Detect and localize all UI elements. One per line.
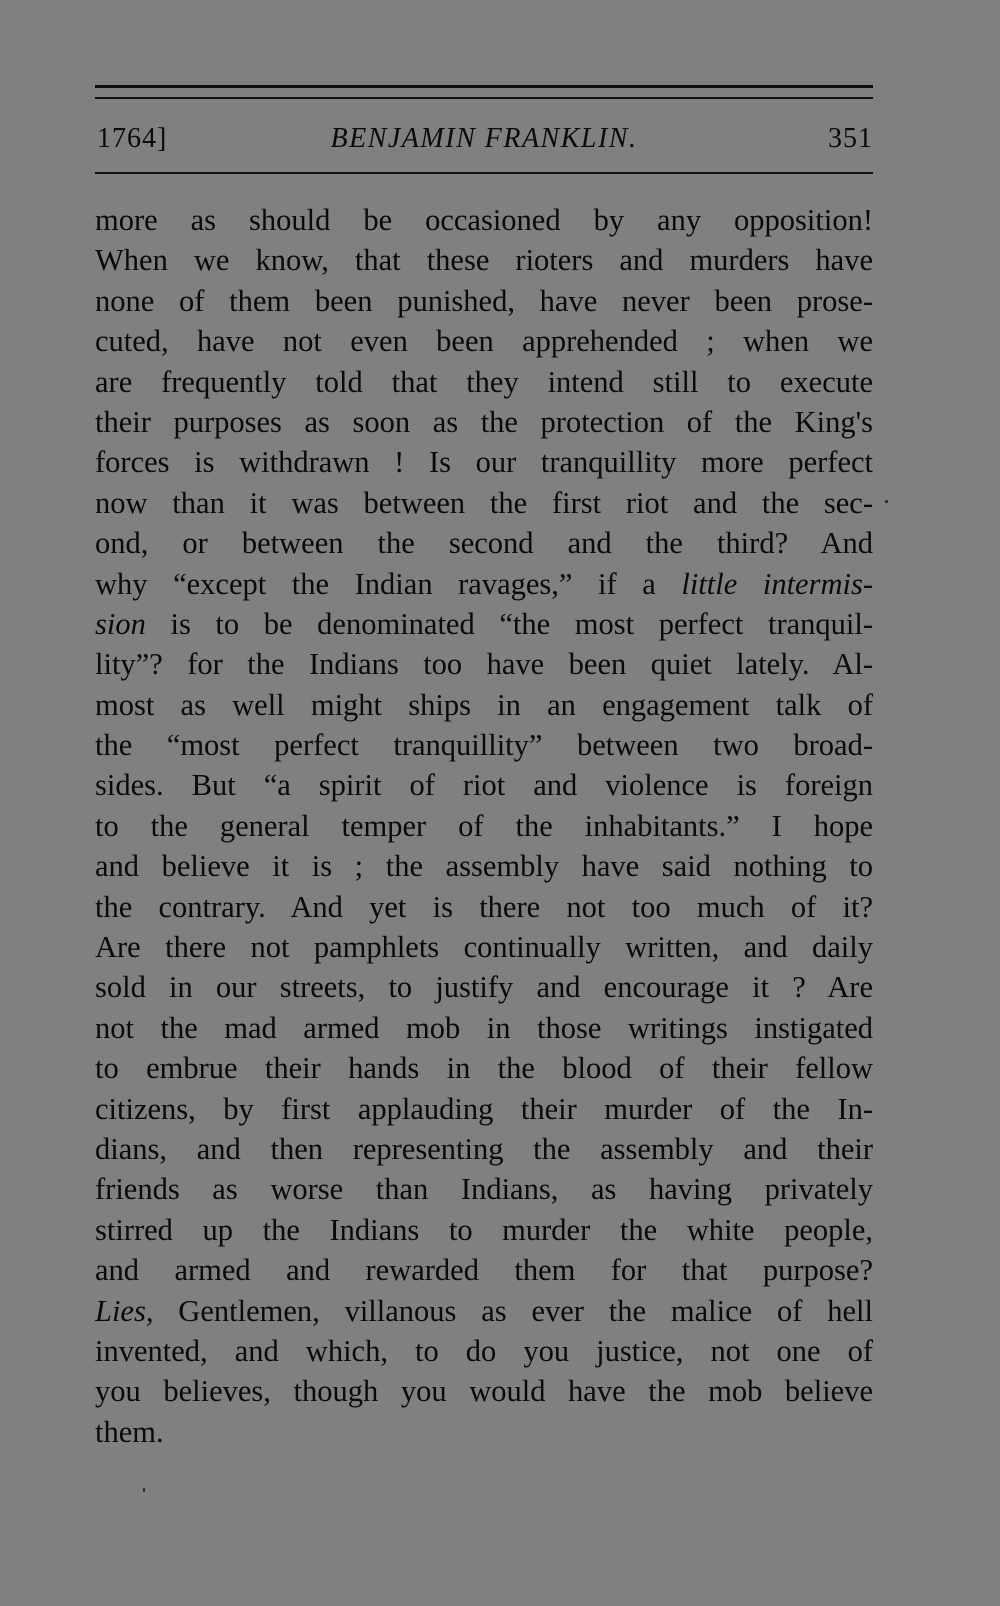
text-segment: none of them been punished, have never been prose- (95, 283, 873, 318)
text-segment: forces is withdrawn ! Is our tranquillity more perfect (95, 445, 873, 480)
text-segment: dians, and then representing the assembly and their (95, 1131, 873, 1166)
text-line (95, 604, 873, 644)
text-line (95, 1371, 873, 1411)
text-line (95, 685, 873, 725)
text-line (95, 442, 873, 482)
text-segment: are frequently told that they intend still to execute (95, 364, 873, 399)
text-segment: their purposes as soon as the protection of the King's (95, 404, 873, 439)
text-line (95, 402, 873, 442)
text-segment: to embrue their hands in the blood of their fellow (95, 1051, 873, 1086)
text-line (95, 1250, 873, 1290)
text-line (95, 523, 873, 563)
top-rule (95, 85, 873, 88)
text-segment: , Gentlemen, villanous as ever the malice of hell (145, 1293, 873, 1328)
text-segment: stirred up the Indians to murder the white people, (95, 1212, 873, 1247)
text-segment: most as well might ships in an engagement talk of (95, 687, 873, 722)
text-segment: citizens, by first applauding their murder of the In- (95, 1091, 873, 1126)
italic-segment: Lies (95, 1293, 146, 1328)
text-line (95, 200, 873, 240)
text-segment: more as should be occasioned by any opposition! (95, 203, 873, 237)
text-segment: and armed and rewarded them for that purpose? (95, 1253, 873, 1288)
italic-segment: little intermis- (681, 566, 873, 601)
text-segment: ond, or between the second and the third? And (95, 526, 873, 561)
text-line (95, 321, 873, 361)
text-line (95, 564, 873, 604)
text-line (95, 1169, 873, 1209)
text-line (95, 483, 873, 523)
text-segment: not the mad armed mob in those writings instigated (95, 1010, 873, 1045)
text-line (95, 806, 873, 846)
text-line (95, 846, 873, 886)
text-segment: and believe it is ; the assembly have said nothing to (95, 849, 873, 884)
text-segment: cuted, have not even been apprehended ; when we (95, 324, 873, 359)
text-line (95, 967, 873, 1007)
page-number: 351 (828, 123, 873, 154)
header-rule (95, 172, 873, 174)
text-line (95, 362, 873, 402)
text-line (95, 1129, 873, 1169)
text-line (95, 1089, 873, 1129)
text-segment: sides. But “a spirit of riot and violence is foreign (95, 768, 873, 803)
stray-mark (143, 1488, 145, 1492)
text-line (95, 281, 873, 321)
body-text (95, 200, 873, 1452)
text-segment: lity”? for the Indians too have been quiet lately. Al- (95, 647, 873, 682)
text-line (95, 725, 873, 765)
text-segment: When we know, that these rioters and murders have (95, 243, 873, 278)
text-line (95, 1048, 873, 1088)
text-line (95, 765, 873, 805)
text-segment: them. (95, 1414, 164, 1449)
text-segment: is to be denominated “the most perfect tranquil- (145, 606, 873, 641)
text-segment: Are there not pamphlets continually written, and daily (95, 930, 873, 965)
text-segment: friends as worse than Indians, as having privately (95, 1172, 873, 1207)
running-head-title: BENJAMIN FRANKLIN. (330, 123, 638, 154)
text-segment: now than it was between the first riot and the sec- (95, 485, 873, 520)
text-line (95, 240, 873, 280)
text-line (95, 1291, 873, 1331)
text-segment: why “except the Indian ravages,” if a (95, 566, 682, 601)
text-line (95, 927, 873, 967)
text-line (95, 1412, 873, 1452)
text-segment: the “most perfect tranquillity” between two broad- (95, 728, 873, 763)
running-head (95, 123, 873, 163)
text-segment: you believes, though you would have the mob believe (95, 1374, 873, 1409)
text-line (95, 644, 873, 684)
text-segment: invented, and which, to do you justice, not one of (95, 1333, 873, 1368)
text-segment: to the general temper of the inhabitants.” I hope (95, 808, 873, 843)
text-line (95, 1331, 873, 1371)
text-line (95, 1210, 873, 1250)
text-line (95, 1008, 873, 1048)
top-rule-secondary (95, 97, 873, 99)
text-segment: sold in our streets, to justify and encourage it ? Are (95, 970, 873, 1005)
running-head-year: 1764] (97, 123, 168, 154)
italic-segment: sion (95, 606, 146, 641)
stray-mark (885, 500, 888, 503)
text-line (95, 887, 873, 927)
text-segment: the contrary. And yet is there not too much of it? (95, 889, 873, 924)
